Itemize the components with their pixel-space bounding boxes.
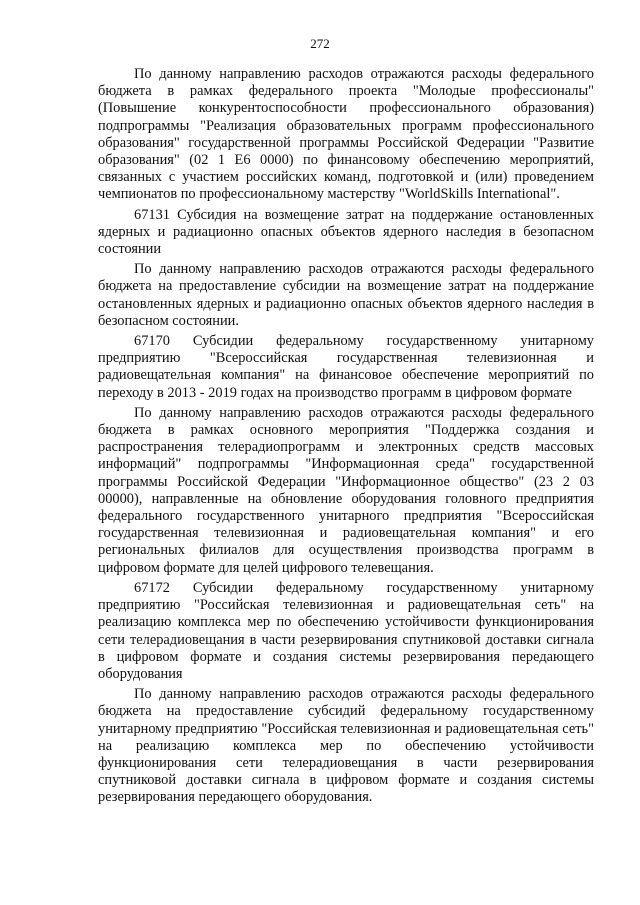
paragraph-code-67131-description: По данному направлению расходов отражаются расходы федерального бюджета на предоставление субсидии на возмещение затрат на поддержание остановленных ядерных и радиационно опасных объектов ядерного наследия в безопасном состоянии.: [98, 261, 594, 329]
page-number: 272: [310, 36, 330, 51]
paragraph-code-67172-title: 67172 Субсидии федеральному государственному унитарному предприятию "Российская телевизионная и радиовещательная сеть" на реализацию комплекса мер по обеспечению устойчивости функционирования сети телерадиовещания в части резервирования спутниковой доставки сигнала в цифровом формате и создания системы резервирования передающего оборудования: [98, 579, 594, 682]
paragraph-code-67131-title: 67131 Субсидия на возмещение затрат на поддержание остановленных ядерных и радиационно опасных объектов ядерного наследия в безопасном состоянии: [98, 206, 594, 258]
paragraph-code-67172-description: По данному направлению расходов отражаются расходы федерального бюджета на предоставление субсидий федеральному государственному унитарному предприятию "Российская телевизионная и радиовещательная сеть" на реализацию комплекса мер по обеспечению устойчивости функционирования сети телерадиовещания в части резервирования спутниковой доставки сигнала в цифровом формате и создания системы резервирования передающего оборудования.: [98, 686, 594, 806]
paragraph-code-67170-description: По данному направлению расходов отражаются расходы федерального бюджета в рамках основного мероприятия "Поддержка создания и распространения телерадиопрограмм и электронных средств массовых информаций" подпрограммы "Информационная среда" государственной программы Российской Федерации "Информационное общество" (23 2 03 00000), направленные на обновление оборудования головного предприятия федерального государственного унитарного предприятия "Всероссийская государственная телевизионная и радиовещательная компания" и его региональных филиалов для осуществления производства программ в цифровом формате для целей цифрового телевещания.: [98, 404, 594, 576]
paragraph-code-67170-title: 67170 Субсидии федеральному государственному унитарному предприятию "Всероссийская государственная телевизионная и радиовещательная компания" на финансовое обеспечение мероприятий по переходу в 2013 - 2019 годах на производство программ в цифровом формате: [98, 333, 594, 401]
paragraph-worldskills-expenses: По данному направлению расходов отражаются расходы федерального бюджета в рамках федерального проекта "Молодые профессионалы" (Повышение конкурентоспособности профессионального образования) подпрограммы "Реализация образовательных программ профессионального образования" государственной программы Российской Федерации "Развитие образования" (02 1 Е6 0000) по финансовому обеспечению мероприятий, связанных с участием российских команд, подготовкой и (или) проведением чемпионатов по профессиональному мастерству "WorldSkills International".: [98, 66, 594, 203]
document-body: [98, 66, 594, 807]
